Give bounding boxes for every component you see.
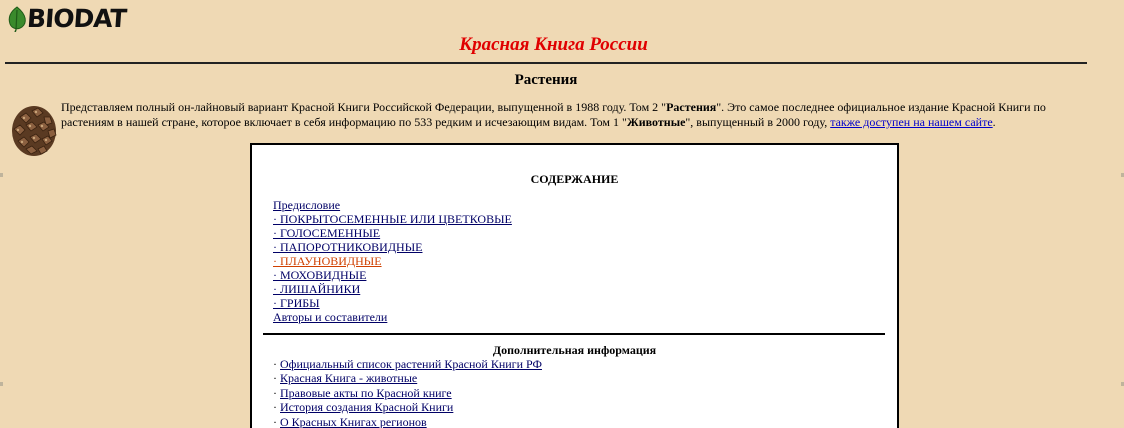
bullet: · [273, 385, 280, 400]
toc-link-lichens[interactable]: · ЛИШАЙНИКИ [273, 282, 361, 296]
list-item [273, 415, 542, 428]
pine-cone-icon [6, 99, 62, 164]
contents-divider [263, 333, 885, 335]
regional-books-link[interactable]: О Красных Книгах регионов [280, 414, 427, 428]
toc-link-mosses[interactable]: · МОХОВИДНЫЕ [273, 268, 367, 282]
edge-mark [0, 173, 3, 177]
list-item [273, 386, 542, 400]
toc-link-preface[interactable]: Предисловие [273, 198, 341, 212]
title-divider [5, 62, 1087, 64]
official-plant-list-link[interactable]: Официальный список растений Красной Книги РФ [280, 357, 542, 371]
list-item [273, 198, 512, 212]
page-title: Красная Книга России [459, 34, 648, 55]
bullet: · [273, 371, 280, 386]
additional-info-list [273, 357, 542, 428]
edge-mark [0, 382, 3, 386]
intro-paragraph [61, 100, 1093, 130]
list-item [273, 357, 542, 371]
intro-vol1-name: Животные [626, 115, 686, 129]
legal-acts-link[interactable]: Правовые акты по Красной книге [280, 385, 452, 400]
intro-vol2-name: Растения [666, 100, 717, 114]
intro-text-2: ". Это самое последнее официальное издание Красной Книги по растениям в нашей стране, которое включает в себя информацию по 533 редким и исчезающим видам. Том 1 " [61, 100, 1046, 129]
toc-link-angiosperms[interactable]: · ПОКРЫТОСЕМЕННЫЕ ИЛИ ЦВЕТКОВЫЕ [273, 212, 512, 226]
list-item [273, 226, 512, 240]
list-item [273, 371, 542, 385]
contents-list [273, 198, 512, 324]
bullet: · [273, 400, 280, 415]
list-item [273, 268, 512, 282]
list-item [273, 240, 512, 254]
list-item [273, 212, 512, 226]
list-item [273, 282, 512, 296]
green-leaf-icon [6, 6, 28, 32]
bullet: · [273, 414, 280, 428]
additional-info-heading: Дополнительная информация [492, 343, 657, 357]
intro-text-1: Представляем полный он-лайновый вариант Красной Книги Российской Федерации, выпущенной в 1988 году. Том 2 " [61, 100, 667, 114]
bullet: · [273, 357, 280, 371]
toc-link-authors[interactable]: Авторы и составители [273, 310, 388, 324]
list-item [273, 310, 512, 324]
section-heading: Растения [514, 72, 578, 88]
toc-link-gymnosperms[interactable]: · ГОЛОСЕМЕННЫЕ [273, 226, 381, 240]
list-item [273, 254, 512, 268]
toc-link-fungi[interactable]: · ГРИБЫ [273, 296, 320, 310]
toc-link-ferns[interactable]: · ПАПОРОТНИКОВИДНЫЕ [273, 240, 423, 254]
logo-text: BIODAT [26, 4, 127, 33]
red-book-animals-link[interactable]: Красная Книга - животные [280, 371, 418, 386]
intro-text-3: ", выпущенный в 2000 году, [685, 115, 831, 129]
list-item [273, 296, 512, 310]
intro-text-end: . [992, 115, 996, 129]
contents-heading: СОДЕРЖАНИЕ [530, 172, 619, 186]
list-item [273, 400, 542, 414]
toc-link-lycopods[interactable]: · ПЛАУНОВИДНЫЕ [273, 254, 382, 268]
history-link[interactable]: История создания Красной Книги [280, 400, 454, 415]
animals-volume-link[interactable]: также доступен на нашем сайте [830, 115, 993, 129]
site-logo[interactable] [6, 4, 126, 34]
contents-panel [250, 143, 899, 428]
